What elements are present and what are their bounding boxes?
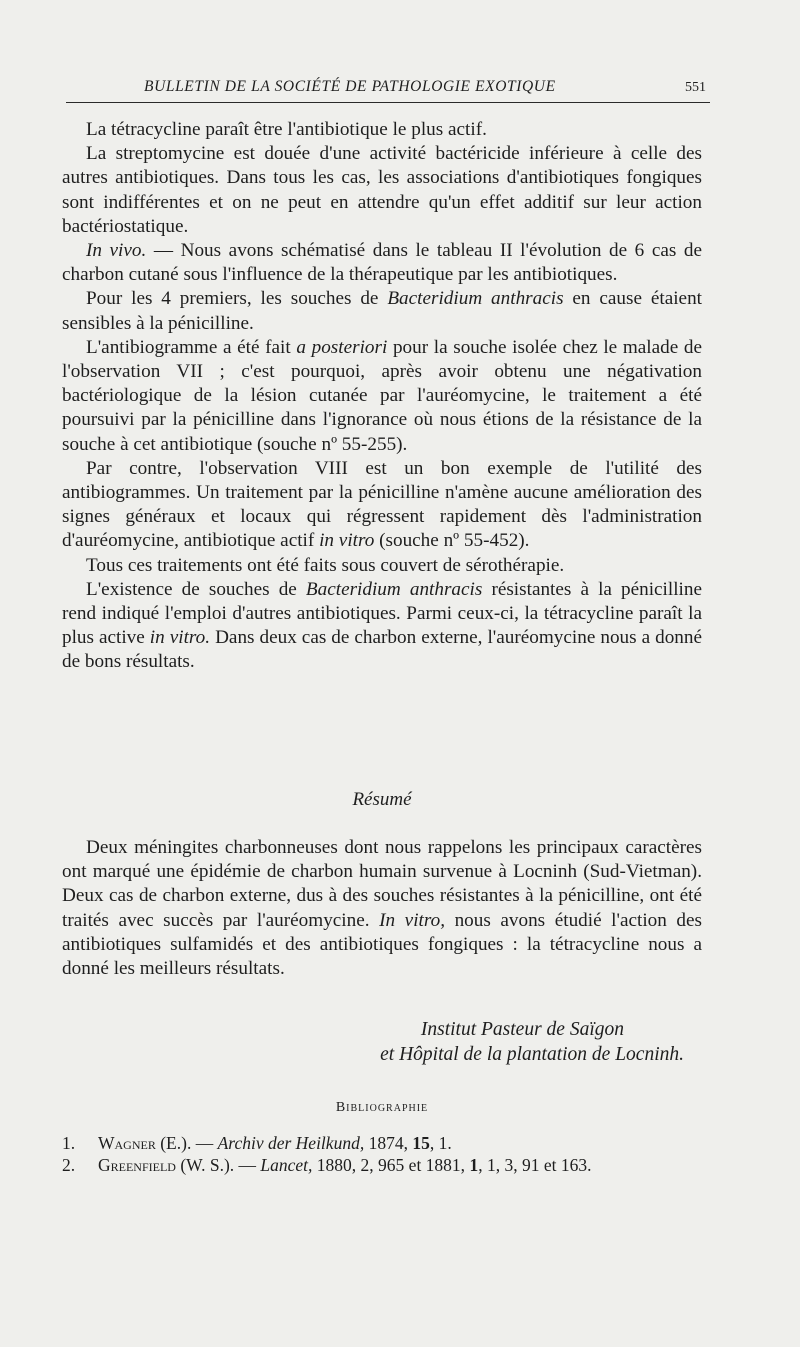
italic-term: Bacteridium anthracis (305, 578, 483, 600)
italic-term: In vitro, (379, 909, 445, 931)
paragraph-text: Par contre, l'observation VIII est un bon exemple de l'utilité des antibiogrammes. Un traitement par la pénicilline n'amène aucune amélioration des signes généraux et locaux qui régressent rapidement dès l'administration d'auréomycine, antibiotique actif (62, 457, 702, 552)
paragraph-text: résistantes à la pénicilline rend indiqué l'emploi d'autres antibiotiques. Parmi ceux-ci, la tétracycline paraît la plus active (62, 578, 702, 649)
reference-initials: (W. S.). — (175, 1155, 261, 1175)
paragraph (62, 554, 702, 578)
reference-number: 2. (62, 1155, 76, 1175)
paragraph-text: pour la souche isolée chez le malade de l'observation VII ; c'est pourquoi, après avoir obtenu une négativation bactériologique de la lésion cutanée par l'auréomycine, le traitement a été poursuivi par la pénicilline dans l'ignorance où nous étions de la résistance de la souche à cet antibiotique (souche nº 55-255). (62, 336, 702, 455)
paragraph-text: Tous ces traitements ont été faits sous couvert de sérothérapie. (86, 554, 565, 576)
reference-year: 1874, (364, 1133, 413, 1153)
paragraph-text: nous avons étudié l'action des antibiotiques sulfamidés et des antibiotiques fongiques : la tétracycline nous a donné les meilleurs résultats. (62, 909, 702, 980)
italic-term: in vitro (319, 530, 375, 552)
reference-volume: 15 (412, 1133, 430, 1153)
paragraph-text: Deux méningites charbonneuses dont nous rappelons les principaux caractères ont marqué une épidémie de charbon humain survenue à Locninh (Sud-Vietman). Deux cas de charbon externe, dus à des souches résistantes à la pénicilline, ont été traités avec succès par l'auréomycine. (62, 837, 702, 931)
italic-term: a posteriori (296, 336, 388, 358)
reference-pages: , 1, 3, 91 et 163. (478, 1155, 592, 1175)
summary-text (62, 836, 702, 981)
paragraph (62, 578, 702, 675)
paragraph (62, 336, 702, 457)
reference-author: Wagner (98, 1133, 156, 1153)
signature-line-2: et Hôpital de la plantation de Locninh. (380, 1044, 684, 1065)
reference-initials: (E.). — (155, 1133, 218, 1153)
paragraph-text: La streptomycine est douée d'une activité bactéricide inférieure à celle des autres antibiotiques. Dans tous les cas, les associations d'antibiotiques fongiques sont indifférentes et on ne peut en attendre qu'un effet additif sur leur action bactériostatique. (62, 143, 702, 237)
paragraph (62, 239, 702, 287)
paragraph (62, 836, 702, 981)
paragraph-text: — Nous avons schématisé dans le tableau II l'évolution de 6 cas de charbon cutané sous l'influence de la thérapeutique par les antibiotiques. (62, 240, 702, 286)
reference-volume: 1 (469, 1155, 479, 1175)
page-number: 551 (685, 80, 706, 95)
paragraph (62, 118, 702, 142)
paragraph-text: Pour les 4 premiers, les souches de (86, 288, 388, 310)
main-text (62, 118, 702, 675)
italic-term: Bacteridium anthracis (387, 288, 564, 310)
paragraph-text: La tétracycline paraît être l'antibiotique le plus actif. (86, 119, 487, 140)
italic-term: in vitro. (149, 627, 211, 649)
bibliography-title: Bibliographie (335, 1100, 429, 1115)
reference-journal: Archiv der Heilkund, (217, 1133, 365, 1153)
paragraph-text: L'antibiogramme a été fait (86, 336, 297, 358)
running-title: BULLETIN DE LA SOCIÉTÉ DE PATHOLOGIE EXOTIQUE (144, 78, 556, 95)
reference-item (62, 1132, 702, 1154)
reference-pages: , 1. (429, 1133, 452, 1153)
paragraph (62, 287, 702, 335)
paragraph-text: L'existence de souches de (86, 578, 306, 600)
reference-journal: Lancet, (260, 1155, 313, 1175)
paragraph-text: (souche nº 55-452). (374, 530, 530, 552)
reference-author: Greenfield (98, 1155, 176, 1175)
reference-details: 1880, 2, 965 et 1881, (312, 1155, 470, 1175)
signature-line-1: Institut Pasteur de Saïgon (420, 1019, 624, 1040)
paragraph (62, 457, 702, 554)
italic-term: In vivo. (86, 240, 147, 262)
paragraph-text: Dans deux cas de charbon externe, l'auréomycine nous a donné de bons résultats. (62, 627, 703, 673)
reference-number: 1. (62, 1133, 76, 1153)
paragraph-text: en cause étaient sensibles à la pénicilline. (62, 288, 703, 334)
paragraph (62, 142, 702, 239)
page-header (66, 76, 710, 103)
reference-list (62, 1132, 702, 1176)
section-heading-resume: Résumé (352, 789, 412, 810)
reference-item (62, 1154, 702, 1176)
